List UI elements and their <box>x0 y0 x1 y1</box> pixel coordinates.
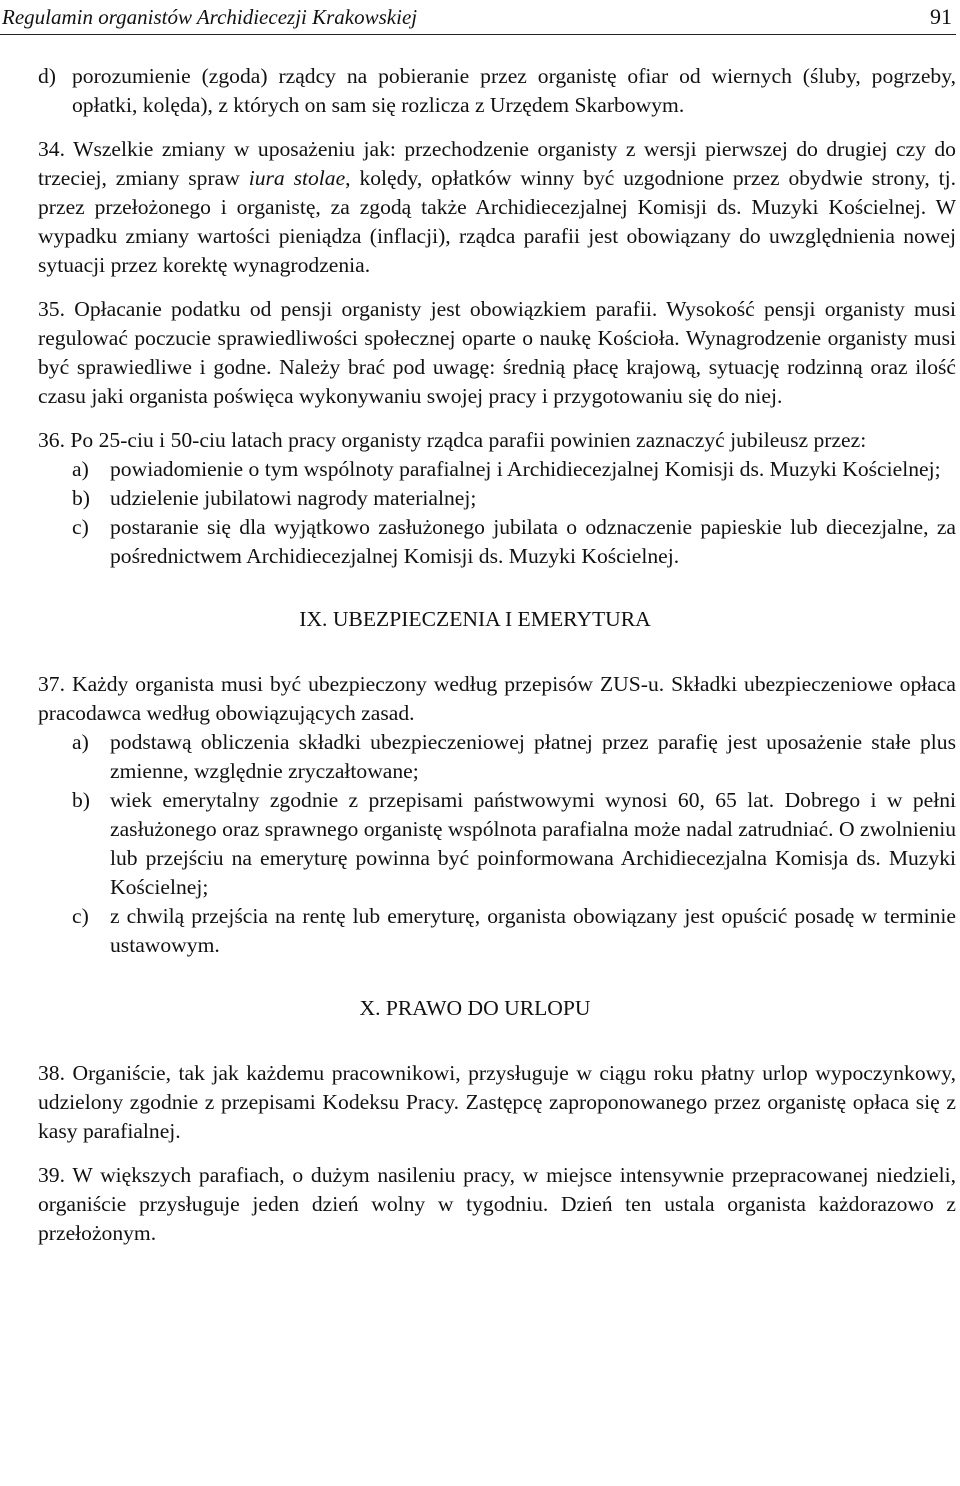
list-item-c <box>38 513 956 571</box>
list-letter: b) <box>72 486 90 510</box>
list-letter: c) <box>72 515 89 539</box>
paragraph-36 <box>38 426 956 455</box>
paragraph-text: W większych parafiach, o dużym nasileniu pracy, w miejsce intensywnie przepracowanej niedzieli, organiście przysługuje jeden dzień wolny w tygodniu. Dzień ten ustala organista każdorazowo z przełożonym. <box>38 1163 956 1245</box>
spacer <box>38 411 956 426</box>
list-item-text: wiek emerytalny zgodnie z przepisami państwowymi wynosi 60, 65 lat. Dobrego i w pełni zasłużonego oraz sprawnego organistę wspólnota parafialna może nadal zatrudniać. O zwolnieniu lub przejściu na emeryturę powinna być poinformowana Archidiecezjalna Komisja ds. Muzyki Kościelnej; <box>110 788 956 899</box>
list-item-text: postaranie się dla wyjątkowo zasłużonego jubilata o odznaczenie papieskie lub diecezjalne, za pośrednictwem Archidiecezjalnej Komisji ds. Muzyki Kościelnej. <box>110 515 956 568</box>
list-item-text: udzielenie jubilatowi nagrody materialnej; <box>110 486 477 510</box>
list-letter: c) <box>72 904 89 928</box>
paragraph-37 <box>38 670 956 728</box>
paragraph-number: 38. <box>38 1061 65 1085</box>
spacer <box>38 1023 956 1059</box>
list-item-b <box>38 484 956 513</box>
list-item-text: podstawą obliczenia składki ubezpieczeniowej płatnej przez parafię jest uposażenie stałe plus zmienne, względnie zryczałtowane; <box>110 730 956 783</box>
paragraph-38 <box>38 1059 956 1146</box>
spacer <box>38 960 956 994</box>
paragraph-text-part: , kolędy, opłatków winny być uzgodnione przez obydwie strony, tj. przez przełożonego i organistę, za zgodą także Archidiecezjalnej Komisji ds. Muzyki Kościelnej. W wypadku zmiany wartości pieniądza (inflacji), rządca parafii jest obowiązany do uwzględnienia nowej sytuacji przez korektę wynagrodzenia. <box>38 166 957 277</box>
list-item-text: powiadomienie o tym wspólnoty parafialnej i Archidiecezjalnej Komisji ds. Muzyki Kościelnej; <box>110 457 941 481</box>
paragraph-39 <box>38 1161 956 1248</box>
paragraph-text-part: Wszelkie zmiany w uposażeniu jak: przechodzenie organisty z wersji pierwszej do drugiej czy do trzeciej, zmiany spraw <box>38 137 956 190</box>
paragraph-number: 37. <box>38 672 65 696</box>
paragraph-text: Organiście, tak jak każdemu pracownikowi, przysługuje w ciągu roku płatny urlop wypoczynkowy, udzielony zgodnie z przepisami Kodeksu Pracy. Zastępcę zaproponowanego przez organistę opłaca się z kasy parafialnej. <box>38 1061 956 1143</box>
list-item-a <box>38 455 956 484</box>
spacer <box>38 280 956 295</box>
list-item-b <box>38 786 956 902</box>
list-letter: a) <box>72 457 89 481</box>
document-body <box>38 62 956 1248</box>
list-item-text: porozumienie (zgoda) rządcy na pobieranie przez organistę ofiar od wiernych (śluby, pogrzeby, opłatki, kolęda), z których on sam się rozlicza z Urzędem Skarbowym. <box>72 64 956 117</box>
spacer <box>38 571 956 605</box>
list-letter: b) <box>72 788 90 812</box>
paragraph-number: 34. <box>38 137 65 161</box>
paragraph-text: Każdy organista musi być ubezpieczony według przepisów ZUS-u. Składki ubezpieczeniowe opłaca pracodawca według obowiązujących zasad. <box>38 672 956 725</box>
paragraph-number: 36. <box>38 428 65 452</box>
list-item-d <box>38 62 956 120</box>
running-header <box>0 4 956 35</box>
spacer <box>38 120 956 135</box>
latin-term: iura stolae <box>248 166 346 190</box>
section-heading-ix: IX. UBEZPIECZENIA I EMERYTURA <box>299 607 651 631</box>
section-heading-x: X. PRAWO DO URLOPU <box>359 996 591 1020</box>
spacer <box>38 634 956 670</box>
paragraph-number: 35. <box>38 297 65 321</box>
paragraph-35 <box>38 295 956 411</box>
spacer <box>38 1146 956 1161</box>
paragraph-number: 39. <box>38 1163 65 1187</box>
list-item-text: z chwilą przejścia na rentę lub emeryturę, organista obowiązany jest opuścić posadę w terminie ustawowym. <box>110 904 956 957</box>
list-item-c <box>38 902 956 960</box>
list-letter: a) <box>72 730 89 754</box>
running-title: Regulamin organistów Archidiecezji Krakowskiej <box>2 5 418 29</box>
paragraph-text: Opłacanie podatku od pensji organisty jest obowiązkiem parafii. Wysokość pensji organisty musi regulować poczucie sprawiedliwości społecznej oparte o naukę Kościoła. Wynagrodzenie organisty musi być sprawiedliwe i godne. Należy brać pod uwagę: średnią płacę krajową, sytuację rodzinną oraz ilość czasu jaki organista poświęca wykonywaniu swojej pracy i przygotowaniu się do niej. <box>38 297 956 408</box>
paragraph-text: Po 25-ciu i 50-ciu latach pracy organisty rządca parafii powinien zaznaczyć jubileusz przez: <box>70 428 867 452</box>
list-item-a <box>38 728 956 786</box>
page-number: 91 <box>930 4 952 29</box>
paragraph-34 <box>38 135 956 280</box>
list-letter: d) <box>38 64 56 88</box>
